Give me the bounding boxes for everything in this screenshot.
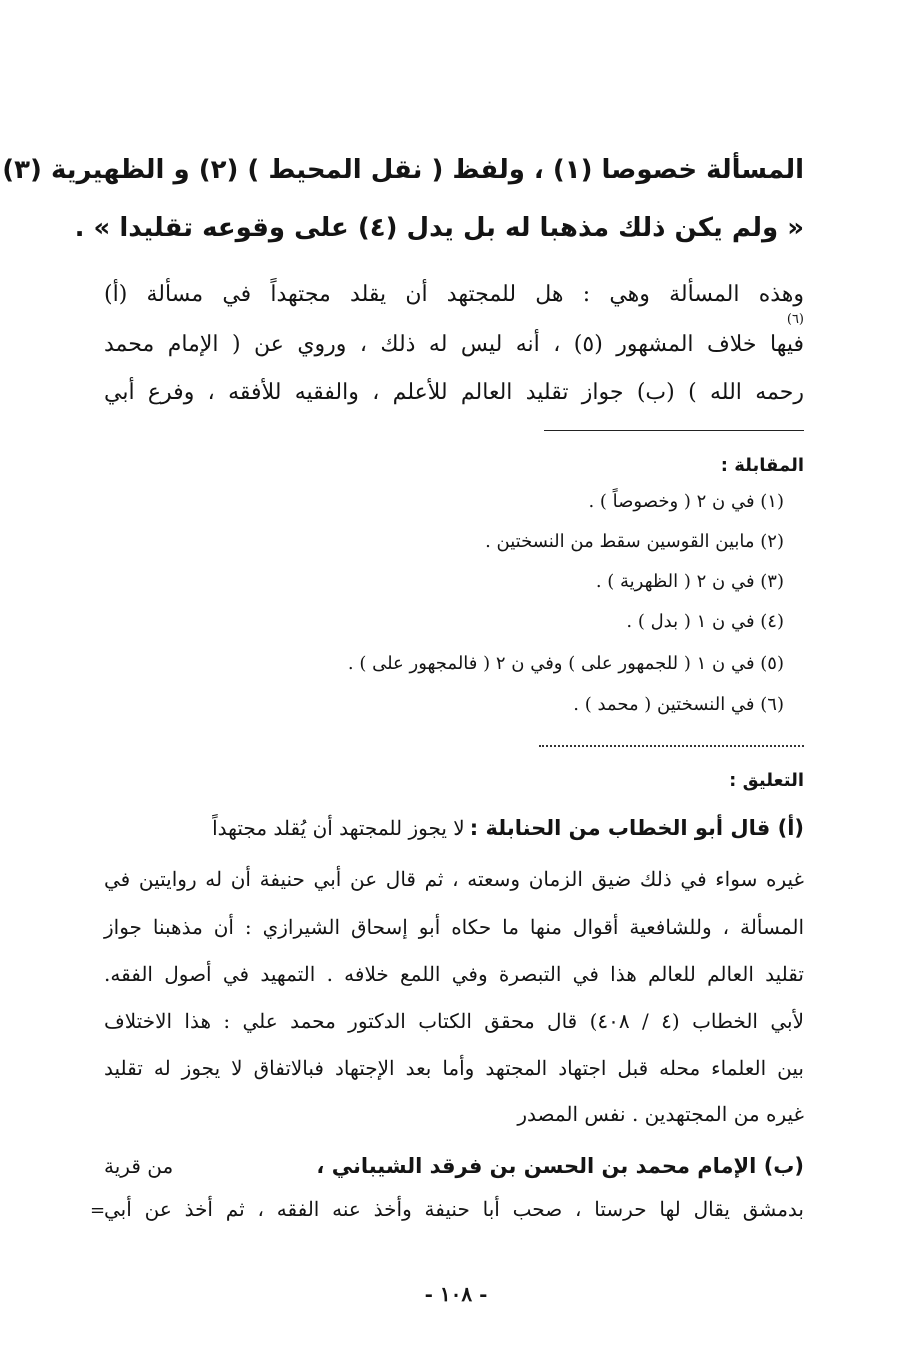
main-text-line-3: وهذه المسألة وهي : هل للمجتهد أن يقلد مجتهداً في مسألة (أ) xyxy=(104,282,804,307)
footnote-separator xyxy=(544,430,804,431)
taliq-a-line-5: لأبي الخطاب (٤ / ٤٠٨) قال محقق الكتاب الدكتور محمد علي : هذا الاختلاف xyxy=(104,1009,804,1033)
taliq-a-line-3: المسألة ، وللشافعية أقوال منها ما حكاه أبو إسحاق الشيرازي : أن مذهبنا جواز xyxy=(104,915,804,939)
muqabala-item-6: (٦) في النسختين ( محمد ) . xyxy=(573,694,784,715)
taliq-b-line-2: بدمشق يقال لها حرستا ، صحب أبا حنيفة وأخذ عنه الفقه ، ثم أخذ عن أبي xyxy=(104,1197,804,1221)
taliq-a-line-7: غيره من المجتهدين . نفس المصدر xyxy=(517,1102,804,1126)
main-text-line-4: فيها خلاف المشهور (٥) ، أنه ليس له ذلك ، وروي عن ( الإمام محمد xyxy=(104,332,804,357)
page-number: - ١٠٨ - xyxy=(424,1282,488,1306)
taliq-a-heading: (أ) قال أبو الخطاب من الحنابلة : xyxy=(469,816,804,840)
taliq-heading: التعليق : xyxy=(729,770,804,791)
taliq-b-text-1: من قرية xyxy=(104,1154,174,1178)
taliq-a-line-2: غيره سواء في ذلك ضيق الزمان وسعته ، ثم قال عن أبي حنيفة أن له روايتين في xyxy=(104,867,804,891)
muqabala-heading: المقابلة : xyxy=(720,455,804,476)
muqabala-item-5: (٥) في ن ١ ( للجمهور على ) وفي ن ٢ ( فالمجهور على ) . xyxy=(347,653,784,674)
muqabala-item-1: (١) في ن ٢ ( وخصوصاً ) . xyxy=(588,491,784,512)
main-text-line-1: المسألة خصوصا (١) ، ولفظ ( نقل المحيط ) (٢) و الظهيرية (٣) xyxy=(2,155,804,185)
muqabala-item-3: (٣) في ن ٢ ( الظهرية ) . xyxy=(595,571,784,592)
continuation-mark: = xyxy=(90,1200,106,1221)
taliq-a-line-1 xyxy=(104,808,804,848)
dotted-separator xyxy=(539,745,804,747)
main-text-line-5: رحمه الله ) (ب) جواز تقليد العالم للأعلم ، والفقيه للأفقه ، وفرع أبي xyxy=(104,380,804,405)
muqabala-item-4: (٤) في ن ١ ( بدل ) . xyxy=(626,611,784,632)
muqabala-item-2: (٢) مابين القوسين سقط من النسختين . xyxy=(485,531,784,552)
taliq-a-line-6: بين العلماء محله قبل اجتهاد المجتهد وأما بعد الإجتهاد فبالاتفاق لا يجوز له تقليد xyxy=(104,1056,804,1080)
footnote-mark-6: (٦) xyxy=(786,312,804,327)
taliq-a-line-4: تقليد العالم للعالم هذا في التبصرة وفي اللمع خلافه . التمهيد في أصول الفقه. xyxy=(104,962,804,986)
main-text-line-2: « ولم يكن ذلك مذهبا له بل يدل (٤) على وقوعه تقليدا » . xyxy=(74,213,804,243)
taliq-b-heading: (ب) الإمام محمد بن الحسن بن فرقد الشيباني ، xyxy=(316,1154,804,1178)
taliq-a-text-1: لا يجوز للمجتهد أن يُقلد مجتهداً xyxy=(212,816,465,840)
taliq-b-line-1 xyxy=(104,1145,804,1187)
